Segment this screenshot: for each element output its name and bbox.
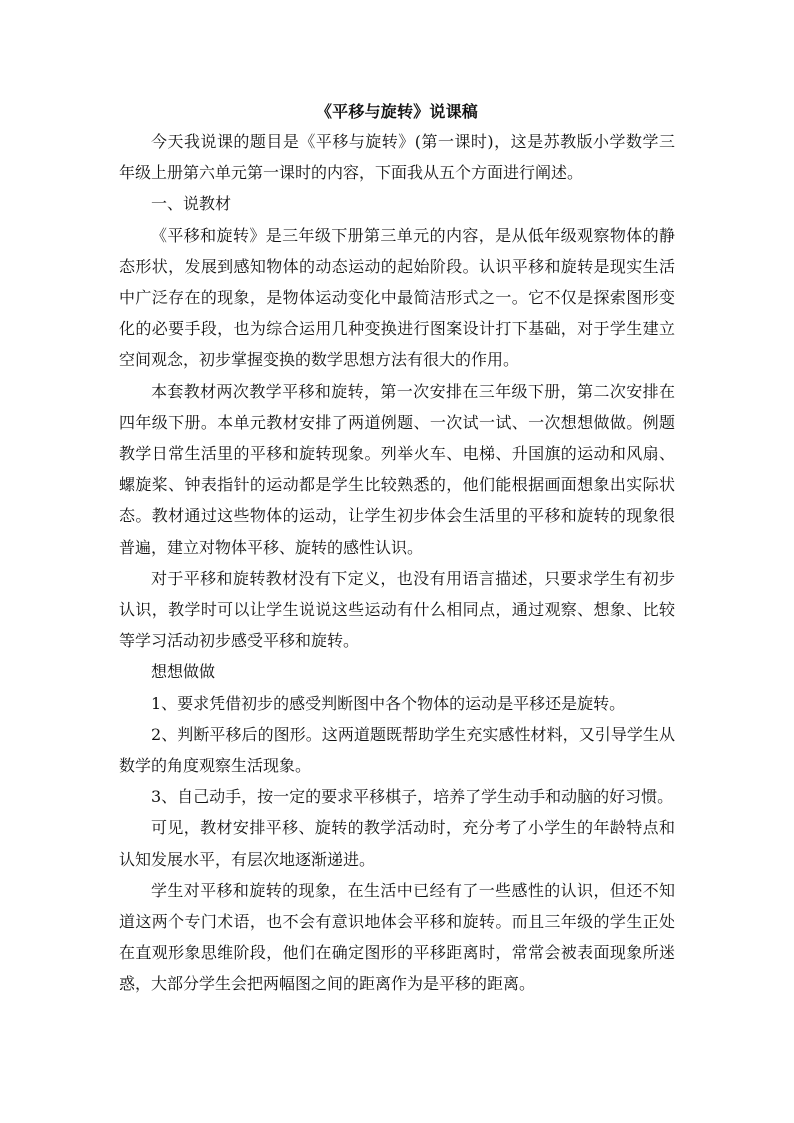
paragraph-textbook-arrangement: 本套教材两次教学平移和旋转，第一次安排在三年级下册，第二次安排在四年级下册。本单元教材安排了两道例题、一次试一试、一次想想做做。例题教学日常生活里的平移和旋转现象。列举火车、电梯、升国旗的运动和风扇、螺旋桨、钟表指针的运动都是学生比较熟悉的，他们能根据画面想象出实际状态。教材通过这些物体的运动，让学生初步体会生活里的平移和旋转的现象很普遍，建立对物体平移、旋转的感性认识。 [119, 381, 675, 557]
exercise-item-2: 2、判断平移后的图形。这两道题既帮助学生充实感性材料，又引导学生从数学的角度观察生活现象。 [119, 724, 675, 776]
document-title: 《平移与旋转》说课稿 [315, 102, 478, 121]
exercise-item-1: 1、要求凭借初步的感受判断图中各个物体的运动是平移还是旋转。 [151, 693, 626, 713]
section-heading-textbook: 一、说教材 [151, 194, 232, 214]
paragraph-intro: 今天我说课的题目是《平移与旋转》(第一课时)，这是苏教版小学数学三年级上册第六单元第一课时的内容，下面我从五个方面进行阐述。 [119, 132, 675, 183]
paragraph-no-definition: 对于平移和旋转教材没有下定义，也没有用语言描述，只要求学生有初步认识，教学时可以让学生说说这些运动有什么相同点，通过观察、想象、比较等学习活动初步感受平移和旋转。 [119, 568, 675, 651]
exercise-item-3: 3、自己动手，按一定的要求平移棋子，培养了学生动手和动脑的好习惯。 [151, 787, 674, 807]
paragraph-students: 学生对平移和旋转的现象，在生活中已经有了一些感性的认识，但还不知道这两个专门术语，也不会有意识地体会平移和旋转。而且三年级的学生正处在直观形象思维阶段，他们在确定图形的平移距离时，常常会被表面现象所迷惑，大部分学生会把两幅图之间的距离作为是平移的距离。 [119, 880, 675, 994]
paragraph-textbook-overview: 《平移和旋转》是三年级下册第三单元的内容，是从低年级观察物体的静态形状，发展到感知物体的动态运动的起始阶段。认识平移和旋转是现实生活中广泛存在的现象，是物体运动变化中最简洁形式之一。它不仅是探索图形变化的必要手段，也为综合运用几种变换进行图案设计打下基础，对于学生建立空间观念，初步掌握变换的数学思想方法有很大的作用。 [119, 225, 675, 370]
paragraph-summary: 可见，教材安排平移、旋转的教学活动时，充分考了小学生的年龄特点和认知发展水平，有层次地逐渐递进。 [119, 818, 675, 869]
section-heading-exercises: 想想做做 [151, 662, 216, 682]
document-content [119, 98, 675, 1000]
